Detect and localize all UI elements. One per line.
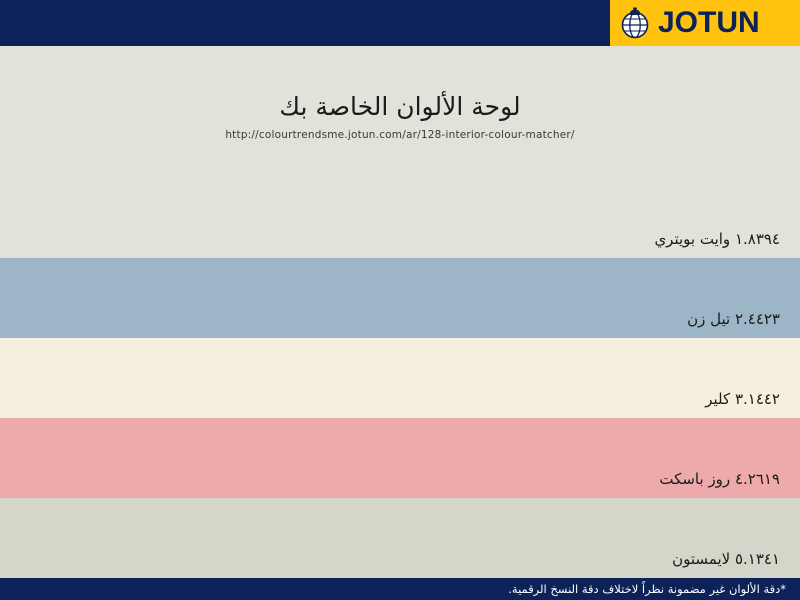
disclaimer-text: *دقة الألوان غير مضمونة نظراً لاختلاف دقة النسخ الرقمية.: [508, 582, 786, 596]
swatch-label: ١.٨٣٩٤ وايت بويتري: [654, 230, 780, 248]
jotun-logo: [610, 0, 800, 46]
palette-swatch: [0, 418, 800, 498]
palette-swatch: [0, 178, 800, 258]
footer-bar: [0, 578, 800, 600]
swatch-label: ٥.١٣٤١ لايمستون: [672, 550, 780, 568]
page-title: لوحة الألوان الخاصة بك: [279, 92, 521, 121]
source-url: http://colourtrendsme.jotun.com/ar/128-interior-colour-matcher/: [225, 129, 575, 141]
swatch-label: ٤.٢٦١٩ روز باسكت: [659, 470, 780, 488]
top-bar: [0, 0, 800, 46]
jotun-globe-icon: [618, 6, 652, 40]
page-heading: [0, 92, 800, 141]
palette-swatch: [0, 498, 800, 578]
swatch-label: ٣.١٤٤٢ كلير: [705, 390, 780, 408]
palette-swatch-list: [0, 178, 800, 578]
palette-swatch: [0, 338, 800, 418]
palette-swatch: [0, 258, 800, 338]
jotun-wordmark: JOTUN: [658, 6, 760, 39]
swatch-label: ٢.٤٤٢٣ تيل زن: [687, 310, 780, 328]
